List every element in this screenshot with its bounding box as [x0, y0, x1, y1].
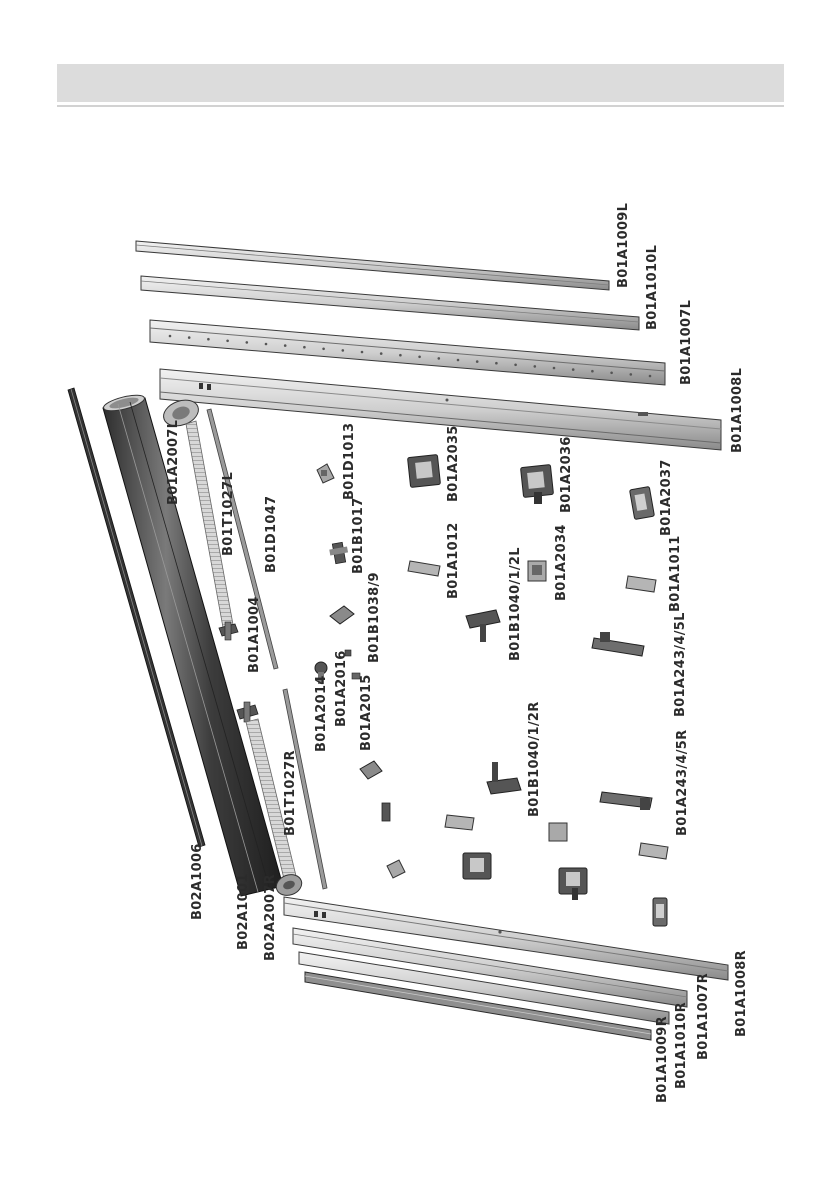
label-b01b1040-1-2l: B01B1040/1/2L [508, 547, 523, 661]
label-b01a1008r: B01A1008R [734, 950, 749, 1037]
part-lower-plate-1 [445, 815, 474, 830]
label-b01d1013: B01D1013 [342, 422, 357, 500]
label-b01a1011: B01A1011 [668, 535, 683, 612]
part-lower-bracket-3 [653, 898, 667, 926]
label-b01a1010r: B01A1010R [674, 1002, 689, 1089]
label-b01a243-4-5r: B01A243/4/5R [675, 729, 690, 836]
label-b01a243-4-5l: B01A243/4/5L [673, 612, 688, 717]
label-b01b1017: B01B1017 [351, 497, 366, 574]
label-b01a2034: B01A2034 [554, 524, 569, 601]
label-b01a2036: B01A2036 [559, 436, 574, 513]
label-b01b1040-1-2r: B01B1040/1/2R [527, 701, 542, 817]
part-lower-hinge [360, 761, 382, 779]
label-b01t1027l: B01T1027L [221, 471, 236, 556]
part-lower-angle [387, 860, 405, 878]
part-b01b1040-1-2l [466, 610, 500, 642]
part-b01a2035 [408, 455, 441, 488]
part-b01a243-4-5r [600, 792, 652, 810]
label-b01a2015: B01A2015 [359, 674, 374, 751]
label-b01d1047: B01D1047 [264, 495, 279, 573]
label-b01a2037: B01A2037 [659, 459, 674, 536]
part-lower-clip [382, 803, 390, 821]
part-b01a243-4-5l [592, 632, 644, 656]
label-b01a1009r: B01A1009R [655, 1016, 670, 1103]
part-b01b1038-9 [330, 606, 354, 624]
part-b01d1013 [317, 464, 334, 483]
label-b01t1027r: B01T1027R [283, 750, 298, 836]
part-b01a2037 [630, 486, 655, 519]
part-lower-plate-2 [639, 843, 668, 859]
bracket-upper-right-spring [237, 702, 258, 722]
part-lower-block [549, 823, 567, 841]
part-b01a1012 [408, 561, 440, 576]
part-b01b1017 [329, 542, 348, 563]
label-b01a2007l: B01A2007L [166, 419, 181, 505]
label-b01a2016: B01A2016 [334, 650, 349, 727]
part-b01a2036 [521, 465, 554, 504]
label-b01a1008l: B01A1008L [730, 367, 745, 453]
label-b01a1004: B01A1004 [247, 596, 262, 673]
label-b01a2014: B01A2014 [314, 675, 329, 752]
label-b02a2007r: B02A2007R [263, 874, 278, 961]
label-b01a1012: B01A1012 [446, 522, 461, 599]
label-b01a1007l: B01A1007L [679, 299, 694, 385]
label-b02a1001: B02A1001 [236, 873, 251, 950]
label-b01a1010l: B01A1010L [645, 244, 660, 330]
part-b01a1011 [626, 576, 656, 592]
bracket-b01a1004 [219, 622, 238, 640]
label-b02a1006: B02A1006 [190, 843, 205, 920]
label-b01a1009l: B01A1009L [616, 202, 631, 288]
label-b01a1007r: B01A1007R [696, 973, 711, 1060]
label-b01b1038-9: B01B1038/9 [367, 572, 382, 663]
part-b01a2034 [528, 561, 546, 581]
part-b01b1040-1-2r [487, 762, 521, 794]
part-lower-bracket-2 [559, 868, 587, 900]
part-lower-bracket-1 [463, 853, 491, 879]
label-b01a2035: B01A2035 [446, 425, 461, 502]
